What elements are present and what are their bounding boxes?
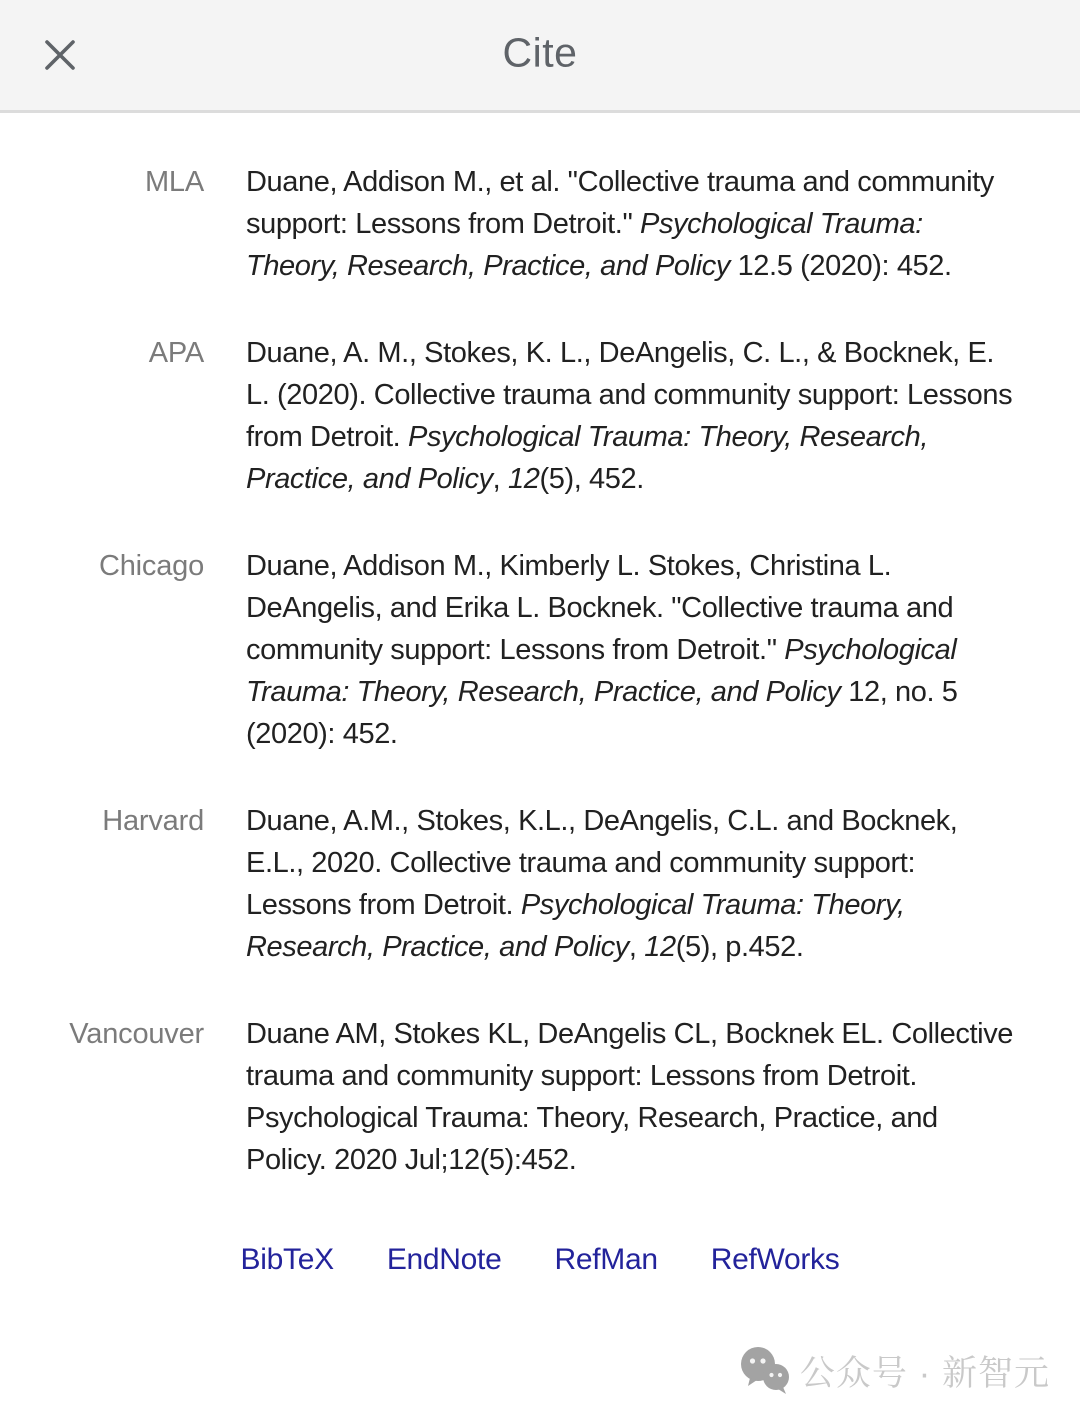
citation-row-chicago [0, 545, 1080, 755]
watermark-text: 公众号 · 新智元 [799, 1354, 1050, 1393]
citation-text: Duane, Addison M., Kimberly L. Stokes, Christina L. DeAngelis, and Erika L. Bocknek. "Collective trauma and community support: Lessons from Detroit." Psychological Trauma: Theory, Research, Practice, and Policy 12, no. 5 (2020): 452. [246, 550, 958, 750]
citation-list [0, 113, 1080, 1181]
citation-row-mla [0, 161, 1080, 287]
citation-text: Duane, A.M., Stokes, K.L., DeAngelis, C.L. and Bocknek, E.L., 2020. Collective trauma and community support: Lessons from Detroit. Psychological Trauma: Theory, Research, Practice, and Policy, 12(5), p.452. [246, 805, 958, 963]
dialog-title: Cite [502, 29, 578, 76]
citation-style-label: Chicago [99, 550, 204, 582]
citation-text: Duane, A. M., Stokes, K. L., DeAngelis, C. L., & Bocknek, E. L. (2020). Collective trauma and community support: Lessons from Detroit. Psychological Trauma: Theory, Research, Practice, and Policy, 12(5), 452. [246, 337, 1013, 495]
export-links [0, 1239, 1080, 1281]
citation-text: Duane, Addison M., et al. "Collective trauma and community support: Lessons from Detroit." Psychological Trauma: Theory, Research, Practice, and Policy 12.5 (2020): 452. [246, 166, 994, 282]
wechat-icon [734, 1342, 794, 1400]
export-link-bibtex[interactable]: BibTeX [240, 1243, 334, 1276]
dialog-header [0, 0, 1080, 113]
citation-row-apa [0, 332, 1080, 500]
citation-row-vancouver [0, 1013, 1080, 1181]
watermark [734, 1342, 1050, 1400]
export-link-endnote[interactable]: EndNote [386, 1243, 502, 1276]
export-link-refworks[interactable]: RefWorks [710, 1243, 840, 1276]
citation-text: Duane AM, Stokes KL, DeAngelis CL, Bocknek EL. Collective trauma and community support: Lessons from Detroit. Psychological Trauma: Theory, Research, Practice, and Policy. 2020 Jul;12(5):452. [246, 1018, 1014, 1176]
citation-style-label: MLA [144, 166, 204, 198]
citation-row-harvard [0, 800, 1080, 968]
citation-style-label: Vancouver [69, 1018, 204, 1050]
citation-style-label: APA [148, 337, 204, 369]
citation-style-label: Harvard [102, 805, 204, 837]
export-link-refman[interactable]: RefMan [554, 1243, 658, 1276]
